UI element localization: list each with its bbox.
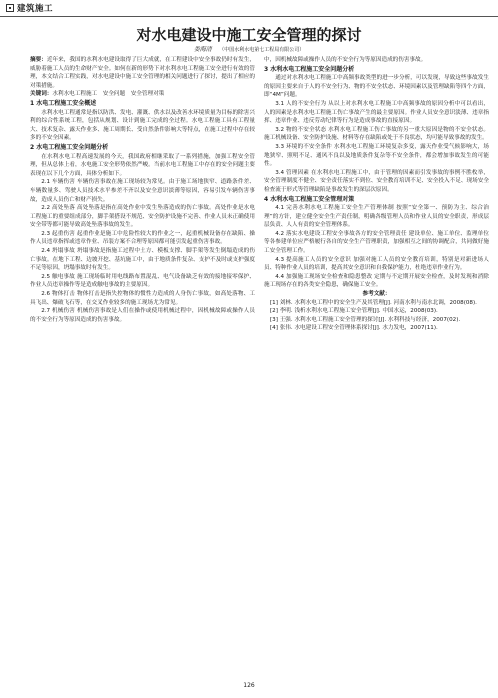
reference-item: [2] 李明. 浅析水利水电工程施工安全管理[J]. 中国水运，2008(03). — [270, 308, 438, 315]
paragraph: 通过对水利水电工程施工中高频事故类型的进一步分析，可以发现，导致这些事故发生的原因主要来自于人的不安全行为、物的不安全状态、环境因素以及管理缺陷等四个方面，即“4M”问题。 — [264, 75, 489, 99]
paragraph: 2.2 高处坠落 高处坠落是指在高处作业中发生坠落造成的伤亡事故。高处作业是水电工程施工的重要组成部分，脚手架搭设不规范、安全防护设施不完善、作业人员未正确使用安全带等都可能导致高处坠落事故的发生。 — [30, 205, 255, 229]
section-heading-4: 4 水利水电工程施工安全管理对策 — [264, 195, 355, 203]
paragraph: 3.4 管理因素 在水利水电工程施工中，由于管理的因素而引发事故的事例不胜枚举，安全管理制度不健全、安全责任落实不到位、安全教育培训不足、安全投入不足、现场安全检查流于形式等管理缺陷是事故发生的深层次原因。 — [264, 169, 489, 193]
abstract-label: 摘要： — [30, 57, 47, 63]
article-title: 对水电建设中施工安全管理的探讨 — [136, 26, 362, 44]
reference-item: [3] 王强. 水利水电工程施工安全管理的探讨[J]. 水利科技与经济，2007(02). — [270, 316, 461, 323]
journal-name: 建筑施工 — [17, 4, 54, 14]
paragraph: 3.2 物的不安全状态 水利水电工程施工伤亡事故的另一重大原因是物的不安全状态。施工机械设备、安全防护设施、材料等存在缺陷或处于不良状态，均可能导致事故的发生。 — [264, 126, 489, 142]
journal-logo-icon — [6, 4, 14, 12]
section-heading-1: 1 水电工程施工安全概述 — [30, 99, 97, 107]
page-number: 126 — [243, 682, 255, 689]
paragraph: 2.5 触电事故 施工现场临时用电线路布置混乱、电气设备缺乏有效的接地接零保护、作业人员违章操作等是造成触电事故的主要原因。 — [30, 273, 255, 289]
paragraph: 水利水电工程通常是指以防洪、发电、灌溉、供水以及改善水环境质量为目标的除害兴利的综合性系统工程，包括从规划、设计到施工完成的全过程。水电工程施工具有工程量大、技术复杂、露天作业多、施工周期长、受自然条件影响大等特点，在施工过程中存在较多的不安全因素。 — [30, 109, 255, 142]
paragraph: 2.4 坍塌事故 坍塌事故是指施工过程中土方、模板支撑、脚手架等发生倒塌造成的伤亡事故。在地下工程、边坡开挖、基坑施工中，由于地质条件复杂、支护不及时或支护强度不足等原因，坍塌事故时有发生。 — [30, 248, 255, 272]
keywords — [30, 90, 255, 99]
paragraph: 中，因机械故障或操作人员的不安全行为等原因造成的伤害事故。 — [264, 57, 427, 63]
paragraph: 2.6 物体打击 物体打击是指失控物体的惯性力造成的人身伤亡事故，如高处落物、工具飞出、爆破飞石等，在交叉作业较多的施工现场尤为常见。 — [30, 291, 255, 306]
reference-item: [1] 刘林. 水利水电工程中的安全生产及其管理[J]. 河南水利与南水北调，2008(08). — [270, 299, 477, 306]
left-column — [30, 56, 255, 676]
paragraph: 3.1 人的不安全行为 从以上对水利水电工程施工中高频事故的原因分析中可以看出，人的因素是水利水电工程施工伤亡事故产生的最主要原因。作业人员安全意识淡薄、违章指挥、违章作业、违反劳动纪律等行为是造成事故的直接原因。 — [264, 100, 489, 125]
paragraph: 4.4 加强施工现场安全检查和隐患整改 定期与不定期开展安全检查，及时发现和消除施工现场存在的各类安全隐患，确保施工安全。 — [264, 273, 489, 289]
abstract — [30, 56, 255, 90]
paragraph: 2.7 机械伤害 机械伤害事故是人们在操作或使用机械过程中，因机械故障或操作人员的不安全行为等原因造成的伤害事故。 — [30, 308, 255, 323]
author-name: 娄海清 — [193, 46, 212, 53]
section-heading-3: 3 水利水电工程施工安全问题分析 — [264, 65, 355, 73]
references-heading: 参考文献： — [362, 291, 391, 298]
paragraph: 在水利水电工程高速发展的今天，我国政府相继采取了一系列措施，加强工程安全管理，但从总体上看，水电施工安全形势依然严峻。当前水电工程施工中存在的安全问题主要表现在以下几个方面，具体分析如下。 — [30, 153, 255, 177]
paragraph: 4.1 完善水利水电工程施工安全生产管理体制 按照“安全第一、预防为主、综合治理”的方针，建立健全安全生产责任制，明确各级管理人员和作业人员的安全职责，形成层层负责、人人有责的安全管理体系。 — [264, 205, 489, 229]
paragraph: 4.3 提高施工人员的安全意识 加强对施工人员的安全教育培训，特别是对新进场人员、特种作业人员的培训，提高其安全意识和自我保护能力，杜绝违章作业行为。 — [264, 256, 489, 272]
journal-header — [0, 0, 498, 16]
header-rule — [0, 16, 498, 17]
author-affiliation: （中国水利水电第七工程局有限公司） — [219, 47, 305, 53]
paragraph: 2.3 起重伤害 起重作业是施工中危险性较大的作业之一，起重机械设备存在缺陷、操作人员违章指挥或违章作业、吊装方案不合理等原因都可能引发起重伤害事故。 — [30, 230, 255, 246]
paragraph: 3.3 环境的不安全条件 水利水电工程施工环境复杂多变，露天作业受气候影响大，场地狭窄、照明不足、通风不良以及地质条件复杂等不安全条件，都会增加事故发生的可能性。 — [264, 143, 489, 168]
section-heading-2: 2 水电工程施工安全问题分析 — [30, 143, 109, 151]
keywords-label: 关键词： — [30, 91, 53, 98]
reference-item: [4] 张伟. 水电建设工程安全管理体系探讨[J]. 水力发电，2007(11). — [270, 325, 438, 332]
right-column — [264, 56, 489, 676]
keywords-text: 水利水电工程施工 安全问题 安全管理对策 — [52, 91, 165, 98]
paragraph: 2.1 车辆伤害 车辆伤害事故在施工现场较为常见。由于施工场地狭窄、道路条件差、车辆数量多、驾驶人员技术水平参差不齐以及安全意识淡薄等原因，容易引发车辆伤害事故，造成人员伤亡和财产损失。 — [30, 179, 255, 203]
abstract-text: 近年来，我国的水利水电建设取得了巨大成就，在工程建设中安全事故仍时有发生，威胁着施工人员的生命财产安全。如何在新的形势下对水利水电工程施工安全进行有效的管理，本文结合工程实践，对水电建设中施工安全管理的相关问题进行了探讨，提出了相应的对策措施。 — [30, 57, 255, 89]
byline — [0, 44, 498, 53]
paragraph: 4.2 落实水电建设工程安全事故各方的安全管理责任 建设单位、施工单位、监理单位等各参建单位应严格履行各自的安全生产管理职责，加强相互之间的协调配合，共同做好施工安全管理工作。 — [264, 230, 489, 255]
